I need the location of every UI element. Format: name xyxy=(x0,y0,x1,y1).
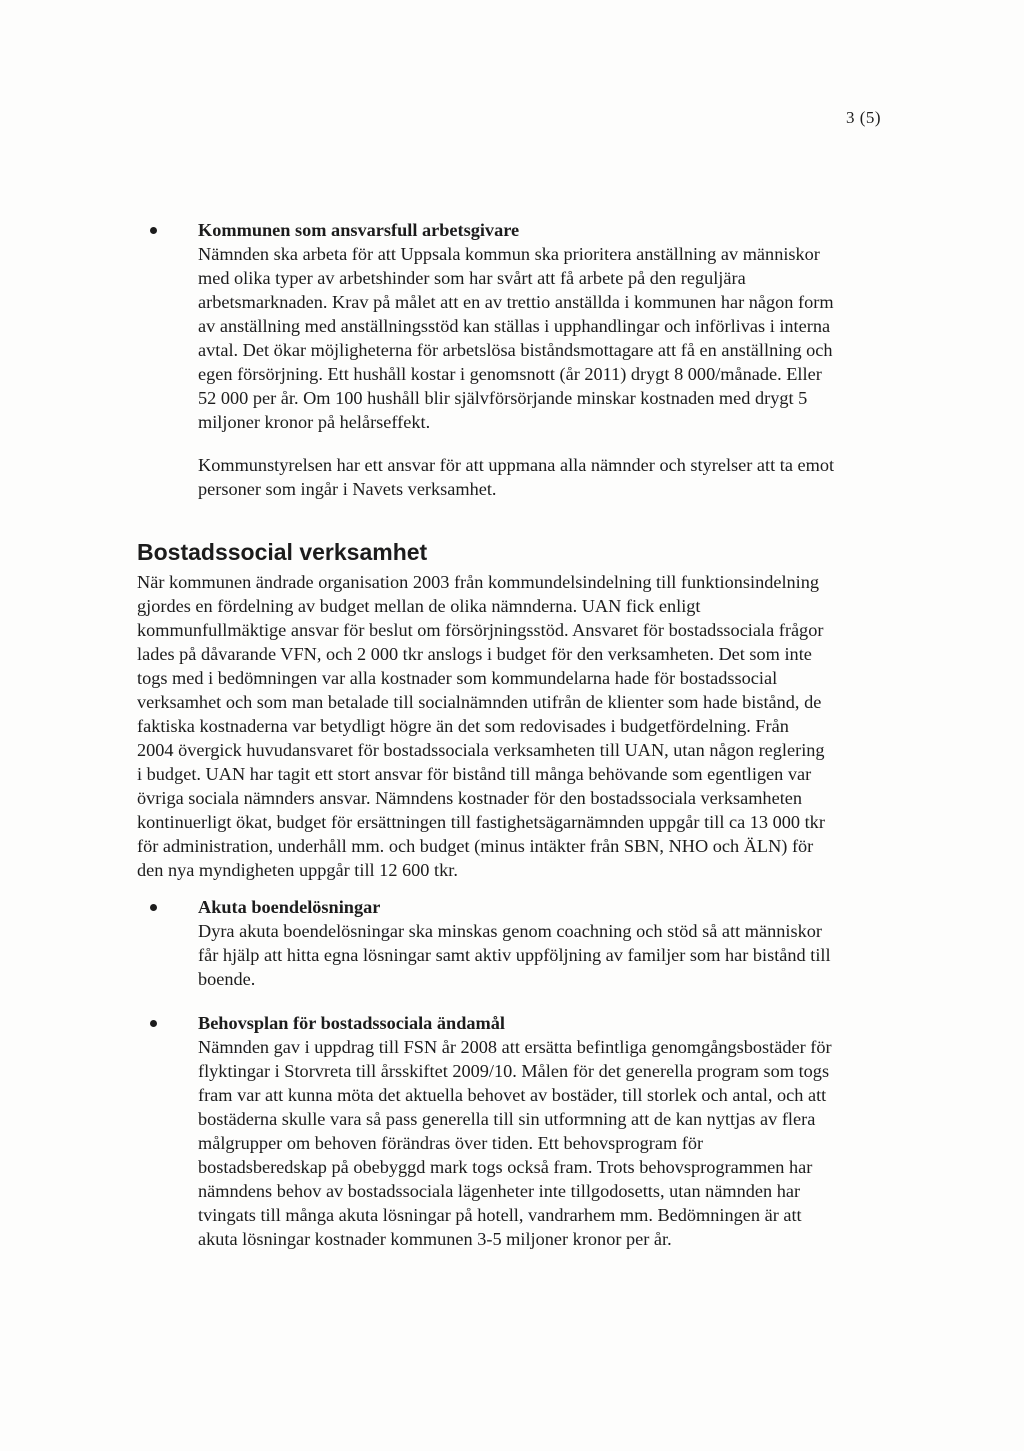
text-line: tvingats till många akuta lösningar på hotell, vandrarhem mm. Bedömningen är att xyxy=(198,1205,802,1225)
text-line: boende. xyxy=(198,969,256,989)
text-line: personer som ingår i Navets verksamhet. xyxy=(198,479,497,499)
text-line: egen försörjning. Ett hushåll kostar i genomsnott (år 2011) drygt 8 000/månade. Eller xyxy=(198,364,822,384)
bullet-title: Kommunen som ansvarsfull arbetsgivare xyxy=(198,220,520,240)
bullet-title: Behovsplan för bostadssociala ändamål xyxy=(198,1013,505,1033)
text-line: När kommunen ändrade organisation 2003 från kommundelsindelning till funktionsindelning xyxy=(137,572,820,592)
text-line: 52 000 per år. Om 100 hushåll blir självförsörjande minskar kostnaden med drygt 5 xyxy=(198,388,808,408)
text-line: gjordes en fördelning av budget mellan de olika nämnderna. UAN fick enligt xyxy=(137,596,701,616)
text-line: flyktingar i Storvreta till årsskiftet 2009/10. Målen för det generella program som togs xyxy=(198,1061,830,1081)
text-line: avtal. Det ökar möjligheterna för arbetslösa biståndsmottagare att få en anställning och xyxy=(198,340,833,360)
text-line: nämndens behov av bostadssociala lägenheter inte tillgodosetts, utan nämnden har xyxy=(198,1181,801,1201)
text-line: faktiska kostnaderna var betydligt högre än det som redovisades i budgetfördelning. Från xyxy=(137,716,789,736)
text-line: övriga sociala nämnders ansvar. Nämndens kostnader för den bostadssociala verksamheten xyxy=(137,788,803,808)
text-line: får hjälp att hitta egna lösningar samt aktiv uppföljning av familjer som har bistånd till xyxy=(198,945,831,965)
text-line: fram var att kunna möta det aktuella behovet av bostäder, till storlek och antal, och att xyxy=(198,1085,827,1105)
text-line: i budget. UAN har tagit ett stort ansvar för bistånd till många behövande som egentligen var xyxy=(137,764,812,784)
bullet-title: Akuta boendelösningar xyxy=(198,897,381,917)
text-line: Nämnden gav i uppdrag till FSN år 2008 att ersätta befintliga genomgångsbostäder för xyxy=(198,1037,832,1057)
text-line: 2004 övergick huvudansvaret för bostadssociala verksamheten till UAN, utan någon reglering xyxy=(137,740,825,760)
text-line: bostäderna skulle vara så pass generella till sin utformning att de kan nyttjas av flera xyxy=(198,1109,816,1129)
text-line: Nämnden ska arbeta för att Uppsala kommun ska prioritera anställning av människor xyxy=(198,244,820,264)
section-heading: Bostadssocial verksamhet xyxy=(137,539,428,565)
text-line: Dyra akuta boendelösningar ska minskas genom coachning och stöd så att människor xyxy=(198,921,822,941)
text-line: togs med i bedömningen var alla kostnader som kommundelarna hade för bostadssocial xyxy=(137,668,778,688)
text-line: för administration, underhåll mm. och budget (minus intäkter från SBN, NHO och ÄLN) för xyxy=(137,836,814,856)
page-number: 3 (5) xyxy=(846,108,882,127)
text-line: arbetsmarknaden. Krav på målet att en av trettio anställda i kommunen har någon form xyxy=(198,292,834,312)
text-line: lades på dåvarande VFN, och 2 000 tkr anslogs i budget för den verksamheten. Det som inte xyxy=(137,644,812,664)
text-line: målgrupper om behoven förändras över tiden. Ett behovsprogram för xyxy=(198,1133,704,1153)
text-line: verksamhet och som man betalade till socialnämnden utifrån de klienter som hade bistånd, de xyxy=(137,692,822,712)
text-line: kontinuerligt ökat, budget för ersättningen till fastighetsägarnämnden uppgår till ca 13 000 tkr xyxy=(137,812,825,832)
bullet-dot xyxy=(150,227,157,234)
text-line: bostadsberedskap på obebyggd mark togs också fram. Trots behovsprogrammen har xyxy=(198,1157,813,1177)
text-line: miljoner kronor på helårseffekt. xyxy=(198,412,431,432)
bullet-dot xyxy=(150,1020,157,1027)
text-line: Kommunstyrelsen har ett ansvar för att uppmana alla nämnder och styrelser att ta emot xyxy=(198,455,835,475)
text-line: kommunfullmäktige ansvar för beslut om försörjningsstöd. Ansvaret för bostadssociala frågor xyxy=(137,620,824,640)
text-line: av anställning med anställningsstöd kan ställas i upphandlingar och införlivas i interna xyxy=(198,316,831,336)
text-line: den nya myndigheten uppgår till 12 600 tkr. xyxy=(137,860,458,880)
text-line: med olika typer av arbetshinder som har svårt att få arbete på den reguljära xyxy=(198,268,746,288)
text-line: akuta lösningar kostnader kommunen 3-5 miljoner kronor per år. xyxy=(198,1229,672,1249)
bullet-dot xyxy=(150,904,157,911)
